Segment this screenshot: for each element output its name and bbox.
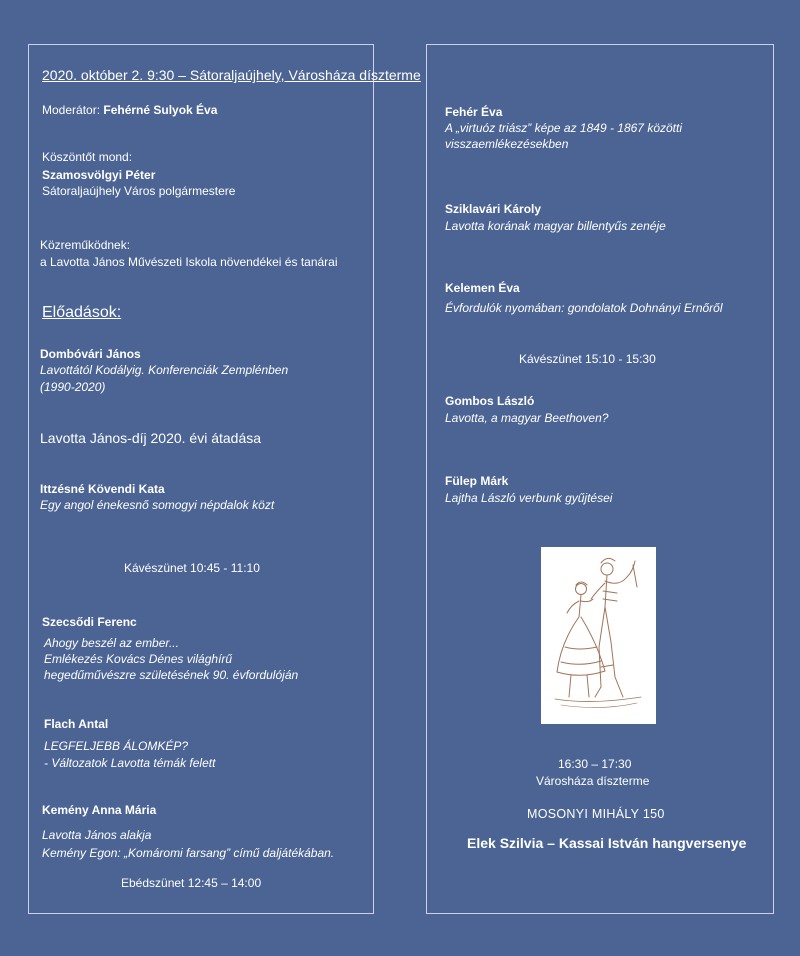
talk-title: Egy angol énekesnő somogyi népdalok közt [40,498,275,512]
contributors-text: a Lavotta János Művészeti Iskola növendékei és tanárai [40,255,338,269]
talk-title: Lavottától Kodályig. Konferenciák Zemplénben [40,363,289,377]
talk-title: Emlékezés Kovács Dénes világhírű [44,652,233,666]
moderator-label: Moderátor: [42,103,104,117]
event-date-location: 2020. október 2. 9:30 – Sátoraljaújhely, Városháza díszterme [42,67,421,83]
talk-title: Kemény Egon: „Komáromi farsang” című daljátékában. [42,846,335,860]
talk-title: (1990-2020) [40,380,106,394]
coffee-break: Kávészünet 10:45 - 11:10 [124,561,260,575]
talk-title: Lavotta korának magyar billentyűs zenéje [445,219,666,233]
award-ceremony: Lavotta János-díj 2020. évi átadása [40,430,262,446]
moderator-name: Fehérné Sulyok Éva [103,103,218,117]
talk-title: A „virtuóz triász” képe az 1849 - 1867 közötti [445,121,682,135]
concert-title: Elek Szilvia – Kassai István hangversenye [467,835,747,851]
talk-speaker: Fehér Éva [445,105,503,119]
talk-speaker: Szecsődi Ferenc [42,615,137,629]
concert-time: 16:30 – 17:30 [558,757,632,771]
coffee-break: Kávészünet 15:10 - 15:30 [519,352,656,366]
lectures-heading: Előadások: [42,304,122,321]
concert-series: MOSONYI MIHÁLY 150 [527,807,665,821]
greeting-label: Köszöntőt mond: [42,150,133,164]
talk-speaker: Gombos László [445,394,535,408]
talk-title: Lavotta, a magyar Beethoven? [445,411,609,425]
talk-speaker: Ittzésné Kövendi Kata [40,482,165,496]
talk-speaker: Kelemen Éva [445,281,520,295]
talk-speaker: Fülep Márk [445,474,509,488]
concert-venue: Városháza díszterme [536,774,650,788]
talk-title: visszaemlékezésekben [445,137,569,151]
talk-title: LEGFELJEBB ÁLOMKÉP? [44,739,189,753]
talk-title: Lavotta János alakja [42,828,152,842]
talk-title: Ahogy beszél az ember... [44,636,179,650]
dancing-couple-sketch-icon [541,547,656,724]
talk-speaker: Kemény Anna Mária [42,803,157,817]
talk-speaker: Dombóvári János [40,347,141,361]
talk-speaker: Sziklavári Károly [445,202,542,216]
talk-title: Évfordulók nyomában: gondolatok Dohnányi Ernőről [445,301,723,315]
talk-title: - Változatok Lavotta témák felett [44,756,216,770]
greeting-role: Sátoraljaújhely Város polgármestere [42,184,236,198]
contributors-label: Közreműködnek: [40,238,131,252]
moderator-line [42,102,217,118]
talk-title: Lajtha László verbunk gyűjtései [445,491,613,505]
talk-title: hegedűművészre születésének 90. évfordulóján [44,668,299,682]
lunch-break: Ebédszünet 12:45 – 14:00 [121,876,262,890]
greeting-name: Szamosvölgyi Péter [42,168,156,182]
talk-speaker: Flach Antal [44,717,109,731]
